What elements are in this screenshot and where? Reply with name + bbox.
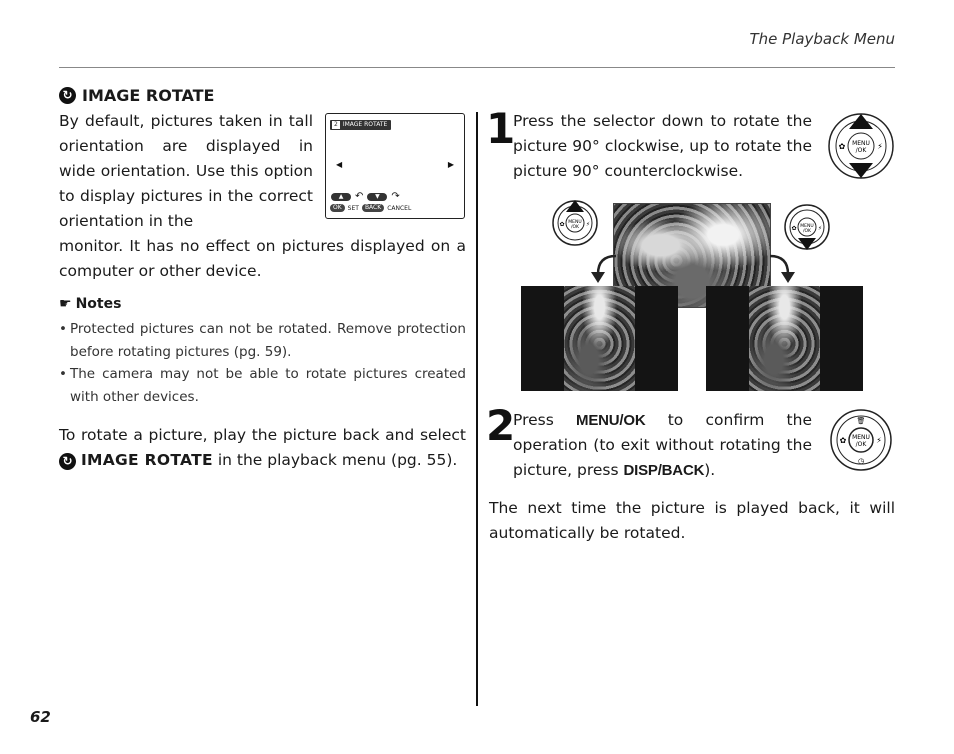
lcd-screen-illustration [325, 113, 465, 219]
dial-menu-label: MENU [852, 140, 870, 147]
svg-text:⚡: ⚡ [817, 225, 823, 232]
svg-text:✿: ✿ [559, 221, 565, 228]
right-arrow-icon: ▶ [447, 160, 454, 169]
notes-heading-text: Notes [75, 296, 122, 312]
step-number-2: 2 [486, 401, 516, 450]
selector-down-icon [783, 203, 831, 251]
section-title-text: IMAGE ROTATE [82, 86, 215, 105]
dial-menu-label: MENU [568, 220, 582, 225]
lcd-menu-tag [330, 120, 391, 130]
rotate-ccw-icon: ↶ [355, 191, 364, 202]
rotated-ccw-photo [521, 286, 678, 391]
intro-paragraph: By default, pictures taken in tall orientation are displayed in wide orientation. Use this option to display pictures in the correct orientation in the [59, 112, 313, 230]
curved-arrow-right-icon [768, 252, 796, 284]
lcd-tag-label: IMAGE ROTATE [342, 121, 388, 128]
svg-text:⚡: ⚡ [876, 436, 882, 445]
page-number: 62 [30, 708, 51, 726]
dial-ok-label: /OK [570, 225, 580, 230]
dial-menu-label: MENU [800, 224, 814, 229]
svg-text:✿: ✿ [838, 142, 846, 151]
running-header: The Playback Menu [749, 30, 895, 48]
dial-ok-label: /OK [802, 229, 812, 234]
svg-text:◷: ◷ [857, 457, 865, 465]
svg-text:⚡: ⚡ [877, 142, 883, 151]
lcd-bottom-bar [330, 204, 411, 212]
step-2-text-a: Press [513, 411, 554, 429]
notes-heading [59, 296, 121, 312]
lcd-ok-badge: OK [330, 204, 345, 212]
lcd-back-badge: BACK [362, 204, 384, 212]
dial-ok-label: /OK [855, 441, 867, 448]
left-arrow-icon: ◀ [336, 160, 343, 169]
up-button-icon: ▲ [331, 193, 351, 201]
svg-text:✿: ✿ [839, 436, 847, 445]
rotate-cw-icon: ↷ [391, 191, 400, 202]
selector-dial-icon [827, 112, 895, 180]
step-2-text [513, 408, 812, 483]
down-button-icon: ▼ [367, 193, 387, 201]
selector-up-icon [551, 199, 599, 247]
lcd-cancel-label: CANCEL [387, 204, 412, 212]
step-1-text: Press the selector down to rotate the picture 90° clockwise, up to rotate the picture 90° counterclockwise. [513, 112, 812, 180]
column-divider [476, 112, 478, 706]
menu-ok-button-icon [827, 408, 895, 472]
lcd-tag-number: 2 [334, 121, 338, 128]
rotated-cw-photo [706, 286, 863, 391]
dial-ok-label: /OK [855, 147, 867, 154]
note-item: • Protected pictures can not be rotated. Remove protection before rotating pictures (pg. 59). [59, 318, 466, 363]
outro-keyword: IMAGE ROTATE [80, 451, 213, 469]
notes-list [59, 318, 466, 408]
lcd-set-label: SET [347, 204, 359, 212]
outro-text-b: in the playback menu (pg. 55). [217, 451, 458, 469]
intro-paragraph-continued: monitor. It has no effect on pictures displayed on a computer or other device. [59, 237, 466, 280]
outro-text-a: To rotate a picture, play the picture back and select [59, 426, 466, 444]
section-title [59, 86, 214, 105]
svg-text:⚡: ⚡ [585, 221, 591, 228]
lcd-rotate-controls [331, 193, 400, 201]
svg-text:✿: ✿ [791, 225, 797, 232]
disp-back-keyword: DISP/BACK [623, 462, 705, 479]
dial-menu-label: MENU [852, 434, 870, 441]
pointing-hand-icon: ☛ [59, 296, 72, 312]
step-2-text-b: to confirm the operation (to exit without rotating the picture, press [513, 411, 812, 479]
outro-paragraph [59, 423, 466, 473]
menu-ok-keyword: MENU/OK [576, 412, 646, 429]
step-number-1: 1 [486, 104, 516, 153]
rotate-icon: ↻ [59, 87, 76, 104]
step-2-text-c: ). [704, 461, 716, 479]
rotate-icon: ↻ [59, 453, 76, 470]
svg-text:🗑: 🗑 [856, 417, 866, 425]
curved-arrow-left-icon [590, 252, 618, 284]
final-paragraph: The next time the picture is played back, it will automatically be rotated. [489, 499, 895, 542]
header-rule [59, 67, 895, 68]
note-item: • The camera may not be able to rotate pictures created with other devices. [59, 363, 466, 408]
